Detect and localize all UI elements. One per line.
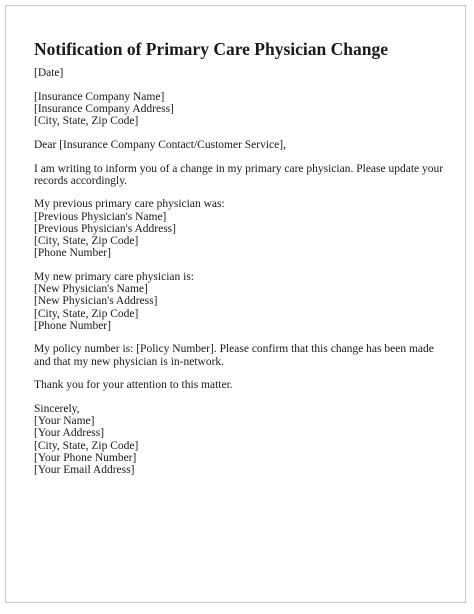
previous-physician-block <box>34 198 445 259</box>
previous-physician-address: [Previous Physician's Address] <box>34 222 176 235</box>
new-physician-block <box>34 271 445 332</box>
sender-email: [Your Email Address] <box>34 464 135 477</box>
sender-address: [Your Address] <box>34 427 105 440</box>
closing-block <box>34 403 445 476</box>
recipient-block <box>34 91 445 128</box>
salutation-block <box>34 139 445 151</box>
salutation: Dear [Insurance Company Contact/Customer Service], <box>34 138 286 151</box>
sender-name: [Your Name] <box>34 415 95 428</box>
thanks-block <box>34 379 445 391</box>
recipient-address: [Insurance Company Address] <box>34 102 174 115</box>
sender-city: [City, State, Zip Code] <box>34 439 139 452</box>
new-physician-name: [New Physician's Name] <box>34 283 148 296</box>
new-physician-city: [City, State, Zip Code] <box>34 307 139 320</box>
sender-phone: [Your Phone Number] <box>34 451 137 464</box>
previous-physician-name: [Previous Physician's Name] <box>34 210 167 223</box>
letter-page <box>5 5 466 603</box>
letter-title: Notification of Primary Care Physician Change <box>34 39 389 59</box>
intro-paragraph: I am writing to inform you of a change in my primary care physician. Please update your records accordingly. <box>34 162 444 187</box>
recipient-city: [City, State, Zip Code] <box>34 115 139 128</box>
thanks-line: Thank you for your attention to this matter. <box>34 379 233 392</box>
recipient-name: [Insurance Company Name] <box>34 90 165 103</box>
letter-date: [Date] <box>34 67 64 79</box>
previous-physician-heading: My previous primary care physician was: <box>34 198 225 211</box>
policy-paragraph: My policy number is: [Policy Number]. Please confirm that this change has been made and that my new physician is in-network. <box>34 343 434 368</box>
date-block <box>34 67 445 79</box>
previous-physician-city: [City, State, Zip Code] <box>34 235 139 248</box>
new-physician-heading: My new primary care physician is: <box>34 270 194 283</box>
new-physician-address: [New Physician's Address] <box>34 295 158 308</box>
previous-physician-phone: [Phone Number] <box>34 247 111 260</box>
valediction: Sincerely, <box>34 403 80 416</box>
new-physician-phone: [Phone Number] <box>34 319 111 332</box>
